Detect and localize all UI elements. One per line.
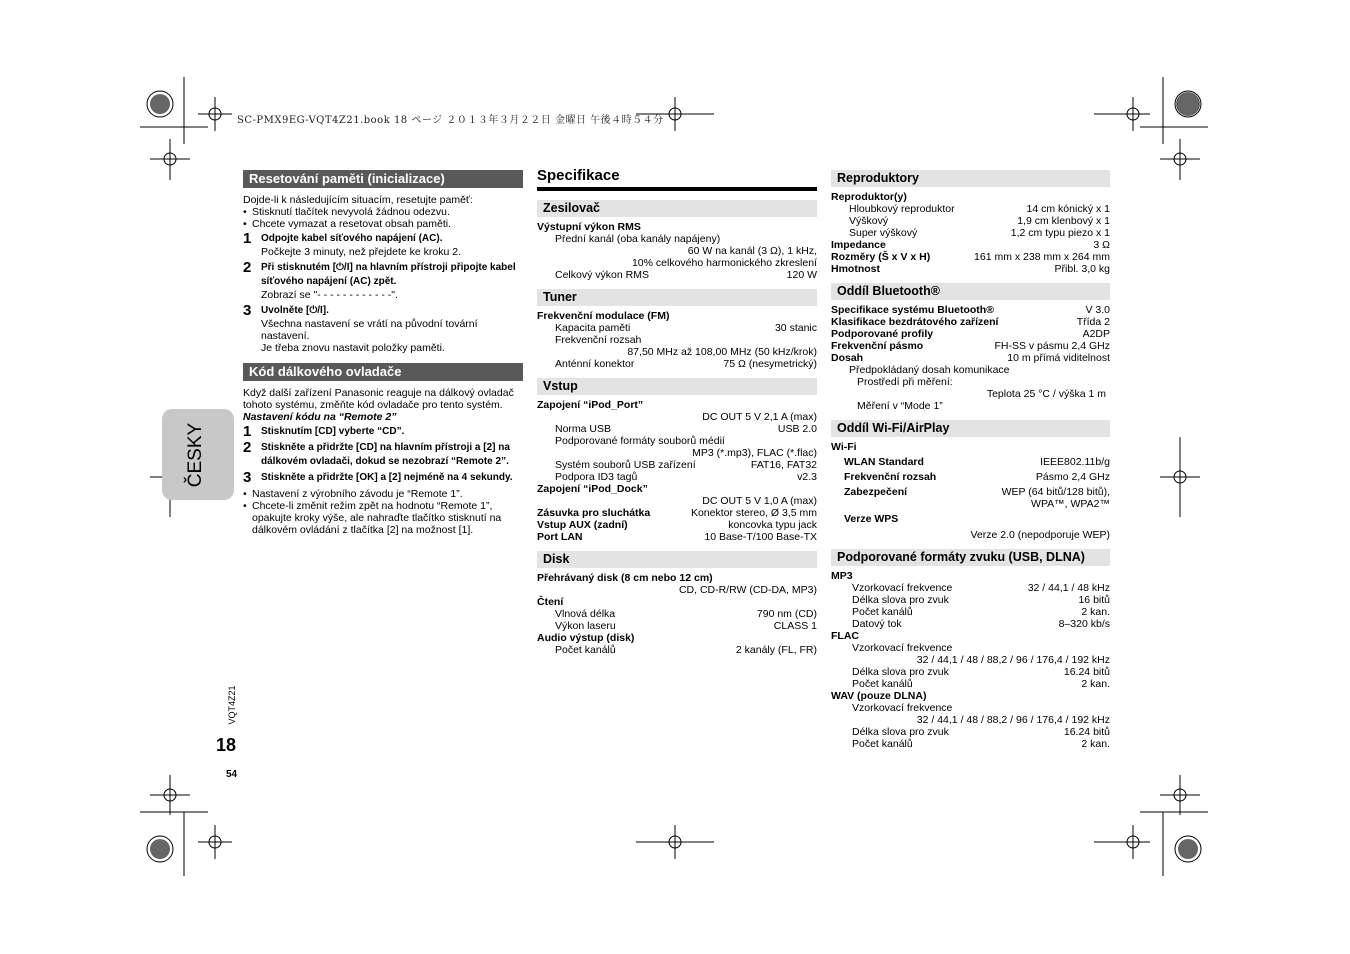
spec-label: Předpokládaný dosah komunikace	[849, 364, 1010, 376]
remote-title: Kód dálkového ovladače	[243, 363, 523, 381]
table-row: Výkon laseru CLASS 1	[555, 620, 817, 632]
table-row: Frekvenční pásmo FH-SS v pásmu 2,4 GHz	[831, 340, 1110, 352]
spec-label: Podporované formáty souborů médií	[555, 435, 725, 447]
wifi-title: Oddíl Wi-Fi/AirPlay	[831, 420, 1110, 437]
header-line: SC-PMX9EG-VQT4Z21.book 18 ページ ２０１３年３月２２日 金曜日 午後４時５４分	[237, 115, 664, 126]
list-item: • Nastavení z výrobního závodu je “Remote 1”.	[243, 488, 463, 500]
input-title: Vstup	[537, 378, 817, 395]
table-row: Datový tok 8–320 kb/s	[852, 618, 1110, 630]
spec-label: Prostředí při měření:	[857, 376, 953, 388]
table-row: Dosah 10 m přímá viditelnost	[831, 352, 1110, 364]
formats-title: Podporované formáty zvuku (USB, DLNA)	[831, 549, 1110, 566]
reset-step-3-note: Všechna nastavení se vrátí na původní tovární nastavení. Je třeba znovu nastavit položky paměti.	[261, 318, 478, 354]
table-row: Hmotnost Přibl. 3,0 kg	[831, 263, 1110, 275]
table-row: Anténní konektor 75 Ω (nesymetrický)	[555, 358, 817, 370]
table-row: Impedance 3 Ω	[831, 239, 1110, 251]
table-row: Vzorkovací frekvence 32 / 44,1 / 48 kHz	[852, 582, 1110, 594]
table-row: Frekvenční rozsah Pásmo 2,4 GHz	[844, 471, 1110, 483]
column-reset	[243, 170, 523, 536]
spec-label: Vzorkovací frekvence	[852, 642, 953, 654]
list-item: • Chcete-li změnit režim zpět na hodnotu “Remote 1”, opakujte kroky výše, ale nahraďte tlačítko stisknutí na dálkovém ovládání z tlačítka [2] na možnost [1].	[243, 500, 502, 536]
amp-title: Zesilovač	[537, 200, 817, 217]
spec-label: Frekvenční modulace (FM)	[537, 310, 670, 322]
spec-value: DC OUT 5 V 1,0 A (max)	[702, 495, 817, 507]
spec-label: Přehrávaný disk (8 cm nebo 12 cm)	[537, 572, 713, 584]
language-tab-label: ČESKY	[185, 422, 206, 488]
table-row: Celkový výkon RMS 120 W	[555, 269, 817, 281]
spec-label: Výstupní výkon RMS	[537, 221, 641, 233]
remote-subtitle: Nastavení kódu na “Remote 2”	[243, 411, 397, 423]
bluetooth-title: Oddíl Bluetooth®	[831, 283, 1110, 300]
spec-label: Zapojení “iPod_Dock”	[537, 483, 648, 495]
spec-label: Verze WPS	[844, 513, 899, 525]
spec-label: FLAC	[831, 630, 859, 642]
spec-label: Audio výstup (disk)	[537, 632, 635, 644]
reset-step-2-note: Zobrazí se "- - - - - - - - - - - -".	[261, 289, 398, 301]
spec-value: DC OUT 5 V 2,1 A (max)	[702, 411, 817, 423]
remote-intro: Když další zařízení Panasonic reaguje na dálkový ovladač tohoto systému, změňte kód ovladače pro tento systém.	[243, 387, 514, 411]
spec-label: WAV (pouze DLNA)	[831, 690, 927, 702]
table-row: WLAN Standard IEEE802.11b/g	[844, 456, 1110, 468]
disk-title: Disk	[537, 551, 817, 568]
table-row: Zásuvka pro sluchátka Konektor stereo, Ø 3,5 mm	[537, 507, 817, 519]
remote-step-1: 1 Stisknutím [CD] vyberte “CD”.	[243, 423, 405, 440]
specs-title: Specifikace	[537, 167, 817, 191]
spec-value: 10% celkového harmonického zkreslení	[631, 257, 817, 269]
spec-value: CD, CD-R/RW (CD-DA, MP3)	[678, 584, 817, 596]
table-row: Vstup AUX (zadní) koncovka typu jack	[537, 519, 817, 531]
table-row: Systém souborů USB zařízení FAT16, FAT32	[555, 459, 817, 471]
table-row: Počet kanálů 2 kan.	[852, 678, 1110, 690]
spec-value: WPA™, WPA2™	[1031, 498, 1110, 510]
spec-label: Reproduktor(y)	[831, 191, 907, 203]
reset-step-3: 3 Uvolněte [⏻/I].	[243, 302, 329, 319]
table-row: Délka slova pro zvuk 16.24 bitů	[852, 666, 1110, 678]
column-specs-2	[831, 170, 1110, 750]
speakers-title: Reproduktory	[831, 170, 1110, 187]
table-row: Vlnová délka 790 nm (CD)	[555, 608, 817, 620]
spec-value: Verze 2.0 (nepodporuje WEP)	[970, 529, 1110, 541]
spec-value: 32 / 44,1 / 48 / 88,2 / 96 / 176,4 / 192 kHz	[916, 714, 1110, 726]
table-row: Počet kanálů 2 kan.	[852, 738, 1110, 750]
table-row: Port LAN 10 Base-T/100 Base-TX	[537, 531, 817, 543]
side-code: VQT4Z21	[227, 685, 237, 725]
remote-step-3: 3 Stiskněte a přidržte [OK] a [2] nejméně na 4 sekundy.	[243, 469, 513, 486]
spec-label: Frekvenční rozsah	[555, 334, 642, 346]
spec-label: Měření v “Mode 1”	[857, 400, 943, 412]
column-specs	[537, 167, 817, 656]
spec-value: MP3 (*.mp3), FLAC (*.flac)	[692, 447, 817, 459]
table-row: Délka slova pro zvuk 16.24 bitů	[852, 726, 1110, 738]
list-item: • Stisknutí tlačítek nevyvolá žádnou odezvu.	[243, 206, 450, 218]
spec-value: Teplota 25 °C / výška 1 m	[986, 388, 1106, 400]
reset-intro: Dojde-li k následujícím situacím, resetujte paměť:	[243, 194, 473, 206]
page-number: 18	[216, 735, 237, 755]
table-row: Super výškový 1,2 cm typu piezo x 1	[849, 227, 1110, 239]
table-row: Kapacita paměti 30 stanic	[555, 322, 817, 334]
table-row: Počet kanálů 2 kan.	[852, 606, 1110, 618]
remote-step-2: 2 Stiskněte a přidržte [CD] na hlavním přístroji a [2] na dálkovém ovladači, dokud se nezobrazí “Remote 2”.	[243, 439, 510, 467]
table-row: Délka slova pro zvuk 16 bitů	[852, 594, 1110, 606]
table-row: Rozměry (Š x V x H) 161 mm x 238 mm x 264 mm	[831, 251, 1110, 263]
page-number-small: 54	[226, 769, 238, 780]
spec-label: MP3	[831, 570, 853, 582]
spec-value: 32 / 44,1 / 48 / 88,2 / 96 / 176,4 / 192 kHz	[916, 654, 1110, 666]
spec-label: Čtení	[537, 596, 564, 608]
spec-label: Přední kanál (oba kanály napájeny)	[555, 233, 721, 245]
list-item: • Chcete vymazat a resetovat obsah paměti.	[243, 218, 452, 230]
spec-value: 60 W na kanál (3 Ω), 1 kHz,	[687, 245, 817, 257]
spec-label: Zapojení “iPod_Port”	[537, 399, 644, 411]
table-row: Podporované profily A2DP	[831, 328, 1110, 340]
spec-value: 87,50 MHz až 108,00 MHz (50 kHz/krok)	[627, 346, 817, 358]
reset-step-1: 1 Odpojte kabel síťového napájení (AC).	[243, 230, 443, 247]
reset-step-2: 2 Při stisknutém [⏻/I] na hlavním přístroji připojte kabel síťového napájení (AC) zpět.	[243, 259, 516, 287]
reset-title: Resetování paměti (inicializace)	[243, 170, 523, 188]
table-row: Počet kanálů 2 kanály (FL, FR)	[555, 644, 817, 656]
spec-label: Vzorkovací frekvence	[852, 702, 953, 714]
spec-label: Wi-Fi	[831, 441, 857, 453]
reset-step-1-note: Počkejte 3 minuty, než přejdete ke kroku 2.	[261, 246, 461, 258]
table-row: Podpora ID3 tagů v2.3	[555, 471, 817, 483]
table-row: Norma USB USB 2.0	[555, 423, 817, 435]
table-row: Hloubkový reproduktor 14 cm kónický x 1	[849, 203, 1110, 215]
table-row: Výškový 1,9 cm klenbový x 1	[849, 215, 1110, 227]
table-row: Zabezpečení WEP (64 bitů/128 bitů),	[844, 486, 1110, 498]
table-row: Klasifikace bezdrátového zařízení Třída 2	[831, 316, 1110, 328]
table-row: Specifikace systému Bluetooth® V 3.0	[831, 304, 1110, 316]
tuner-title: Tuner	[537, 289, 817, 306]
